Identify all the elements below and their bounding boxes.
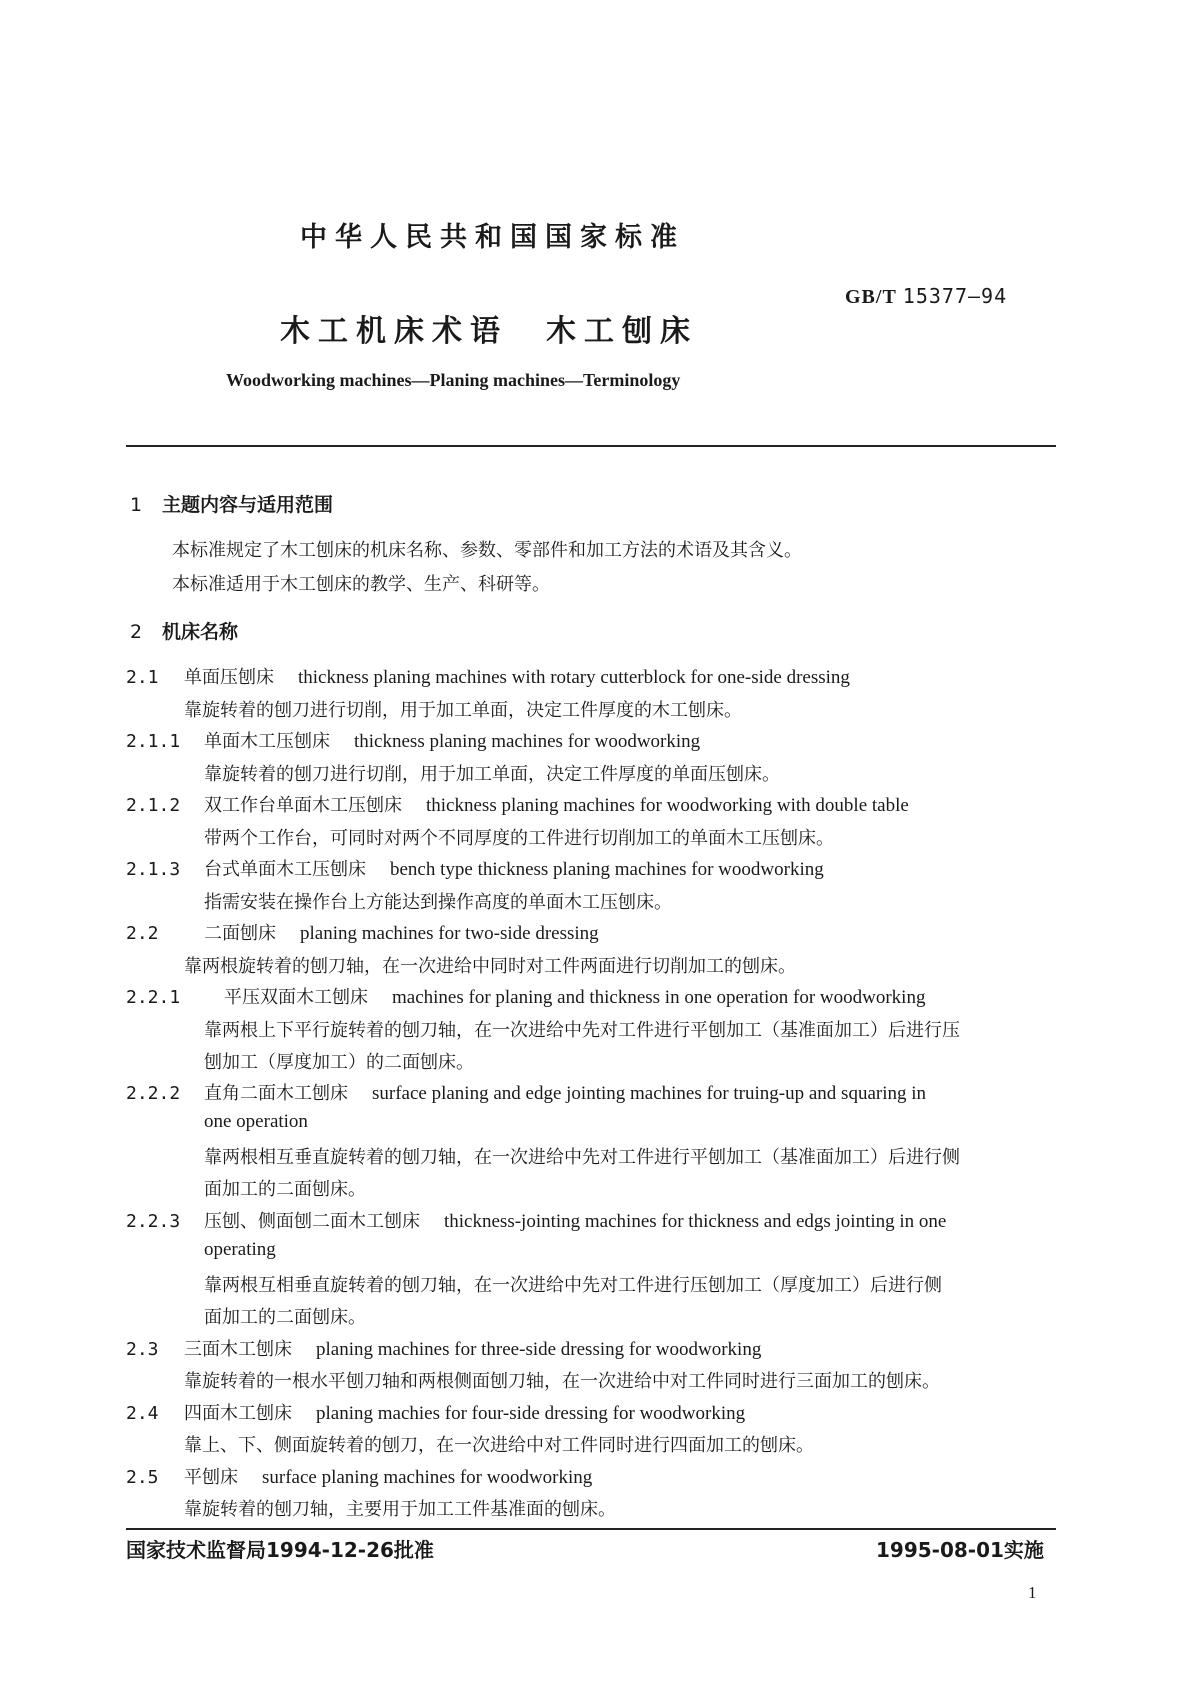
term-number: 2.2.1 xyxy=(126,987,181,1008)
term-english: planing machines for three-side dressing for woodworking xyxy=(316,1339,762,1360)
section-2-number: 2 xyxy=(130,621,143,643)
term-number: 2.2.2 xyxy=(126,1083,181,1104)
term-2-2-3-definition-line-1: 靠两根互相垂直旋转着的刨刀轴，在一次进给中先对工件进行压刨加工（厚度加工）后进行侧 xyxy=(204,1275,942,1296)
header-divider xyxy=(126,445,1056,447)
section-1-paragraph-1: 本标准规定了木工刨床的机床名称、参数、零部件和加工方法的术语及其含义。 xyxy=(172,540,802,561)
term-2-4 xyxy=(126,1399,745,1425)
term-2-1-definition: 靠旋转着的刨刀进行切削，用于加工单面，决定工件厚度的木工刨床。 xyxy=(184,700,742,721)
term-2-1-1 xyxy=(126,727,700,753)
term-chinese: 单面压刨床 xyxy=(184,667,274,688)
term-2-1-1-definition: 靠旋转着的刨刀进行切削，用于加工单面，决定工件厚度的单面压刨床。 xyxy=(204,764,780,785)
term-english: planing machies for four-side dressing for woodworking xyxy=(316,1403,746,1424)
term-2-2-2 xyxy=(126,1079,926,1105)
term-english-line-2: one operation xyxy=(204,1111,308,1132)
term-2-2-2-definition-line-2: 面加工的二面刨床。 xyxy=(204,1179,366,1200)
term-number: 2.2 xyxy=(126,923,159,944)
term-number: 2.1 xyxy=(126,667,159,688)
term-2-2 xyxy=(126,919,599,945)
term-2-3-definition: 靠旋转着的一根水平刨刀轴和两根侧面刨刀轴，在一次进给中对工件同时进行三面加工的刨床。 xyxy=(184,1371,940,1392)
national-standard-heading: 中华人民共和国国家标准 xyxy=(300,222,685,253)
footer-divider xyxy=(126,1528,1056,1530)
term-chinese: 单面木工压刨床 xyxy=(204,731,330,752)
term-english: planing machines for two-side dressing xyxy=(300,923,599,944)
term-number: 2.1.2 xyxy=(126,795,181,816)
term-number: 2.4 xyxy=(126,1403,159,1424)
approval-date: 国家技术监督局1994-12-26批准 xyxy=(126,1538,434,1562)
title-chinese: 木工机床术语 木工刨床 xyxy=(280,314,698,349)
implementation-date: 1995-08-01实施 xyxy=(876,1538,1044,1562)
term-number: 2.2.3 xyxy=(126,1211,181,1232)
term-english-line-2: operating xyxy=(204,1239,276,1260)
term-2-1-3-definition: 指需安装在操作台上方能达到操作高度的单面木工压刨床。 xyxy=(204,892,672,913)
term-english: thickness-jointing machines for thickness and edgs jointing in one xyxy=(444,1211,947,1232)
term-2-1-2-definition: 带两个工作台，可同时对两个不同厚度的工件进行切削加工的单面木工压刨床。 xyxy=(204,828,834,849)
section-1-title: 主题内容与适用范围 xyxy=(162,494,334,516)
term-english: machines for planing and thickness in one operation for woodworking xyxy=(392,987,926,1008)
term-chinese: 压刨、侧面刨二面木工刨床 xyxy=(204,1211,420,1232)
term-number: 2.1.1 xyxy=(126,731,181,752)
term-2-4-definition: 靠上、下、侧面旋转着的刨刀，在一次进给中对工件同时进行四面加工的刨床。 xyxy=(184,1435,814,1456)
term-number: 2.5 xyxy=(126,1467,159,1488)
standard-code xyxy=(845,284,1007,309)
term-english: bench type thickness planing machines for woodworking xyxy=(390,859,824,880)
term-2-2-1 xyxy=(126,983,925,1009)
term-2-2-2-definition-line-1: 靠两根相互垂直旋转着的刨刀轴，在一次进给中先对工件进行平刨加工（基准面加工）后进行侧 xyxy=(204,1147,960,1168)
term-2-2-3 xyxy=(126,1207,946,1233)
section-1-number: 1 xyxy=(130,494,143,516)
code-prefix: GB/T xyxy=(845,286,897,308)
term-2-2-1-definition-line-1: 靠两根上下平行旋转着的刨刀轴，在一次进给中先对工件进行平刨加工（基准面加工）后进行压 xyxy=(204,1020,960,1041)
term-2-2-3-definition-line-2: 面加工的二面刨床。 xyxy=(204,1307,366,1328)
term-2-5-definition: 靠旋转着的刨刀轴，主要用于加工工件基准面的刨床。 xyxy=(184,1499,616,1520)
term-chinese: 台式单面木工压刨床 xyxy=(204,859,366,880)
title-english: Woodworking machines—Planing machines—Terminology xyxy=(226,370,681,390)
term-english: surface planing and edge jointing machines for truing-up and squaring in xyxy=(372,1083,927,1104)
section-1-paragraph-2: 本标准适用于木工刨床的教学、生产、科研等。 xyxy=(172,574,550,595)
term-english: thickness planing machines for woodworking xyxy=(354,731,701,752)
term-number: 2.1.3 xyxy=(126,859,181,880)
section-2-title: 机床名称 xyxy=(162,621,239,643)
term-english: thickness planing machines with rotary cutterblock for one-side dressing xyxy=(298,667,850,688)
term-chinese: 双工作台单面木工压刨床 xyxy=(204,795,402,816)
term-english: thickness planing machines for woodworking with double table xyxy=(426,795,909,816)
term-chinese: 四面木工刨床 xyxy=(184,1403,292,1424)
term-2-5 xyxy=(126,1463,592,1489)
term-2-1-2 xyxy=(126,791,909,817)
term-chinese: 平压双面木工刨床 xyxy=(224,987,368,1008)
section-1-heading xyxy=(130,490,333,517)
term-2-2-2-english-continuation xyxy=(204,1111,308,1133)
term-chinese: 三面木工刨床 xyxy=(184,1339,292,1360)
term-2-2-3-english-continuation xyxy=(204,1239,276,1261)
page-number: 1 xyxy=(1028,1583,1037,1602)
term-2-3 xyxy=(126,1335,761,1361)
term-number: 2.3 xyxy=(126,1339,159,1360)
term-2-2-definition: 靠两根旋转着的刨刀轴，在一次进给中同时对工件两面进行切削加工的刨床。 xyxy=(184,956,796,977)
term-chinese: 二面刨床 xyxy=(204,923,276,944)
term-chinese: 平刨床 xyxy=(184,1467,238,1488)
section-2-heading xyxy=(130,617,238,644)
term-2-1 xyxy=(126,663,850,689)
term-chinese: 直角二面木工刨床 xyxy=(204,1083,348,1104)
term-2-2-1-definition-line-2: 刨加工（厚度加工）的二面刨床。 xyxy=(204,1052,474,1073)
term-english: surface planing machines for woodworking xyxy=(262,1467,593,1488)
code-number: 15377—94 xyxy=(902,284,1008,308)
term-2-1-3 xyxy=(126,855,824,881)
